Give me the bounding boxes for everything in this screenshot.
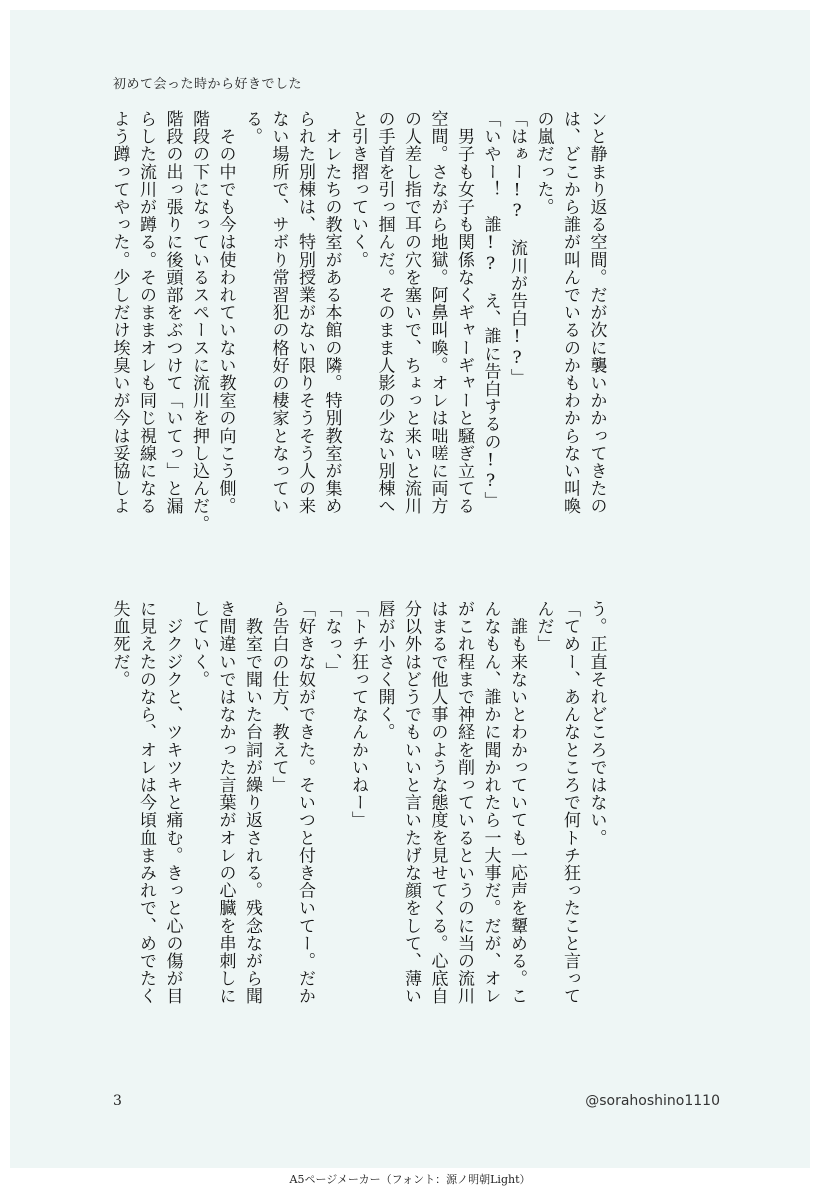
text-line: 分以外はどうでもいいと言いたげな顔をして、薄い xyxy=(401,600,421,1005)
running-title: 初めて会った時から好きでした xyxy=(113,77,303,92)
text-line: していく。 xyxy=(189,600,209,688)
text-line: 階段の下になっているスペースに流川を押し込んだ。 xyxy=(189,110,209,533)
text-line: られた別棟は、特別授業がない限りそうそう人の来 xyxy=(295,110,315,515)
text-line: ンと静まり返る空間。だが次に襲いかかってきたの xyxy=(586,110,607,515)
text-line: る。 xyxy=(242,110,262,146)
text-line: んなもん、誰かに聞かれたら一大事だ。だが、オレ xyxy=(480,600,501,1005)
text-line: オレたちの教室がある本館の隣。特別教室が集め xyxy=(321,110,342,515)
text-line: 誰も来ないとわかっていても一応声を顰める。こ xyxy=(507,600,527,1005)
text-line: んだ」 xyxy=(533,600,554,653)
text-line: の手首を引っ掴んだ。そのまま人影の少ない別棟へ xyxy=(374,110,395,515)
text-line: 「はぁー!? 流川が告白!?」 xyxy=(507,110,527,386)
text-line: 唇が小さく開く。 xyxy=(374,600,395,741)
text-line: 失血死だ。 xyxy=(109,600,130,688)
text-line: らした流川が蹲る。そのままオレも同じ視線になる xyxy=(136,110,156,515)
text-line: 教室で聞いた台詞が繰り返される。残念ながら聞 xyxy=(242,600,262,1005)
text-line: ジクジクと、ツキツキと痛む。きっと心の傷が目 xyxy=(162,600,183,1005)
text-line: ら告白の仕方、教えて」 xyxy=(268,600,289,794)
text-line: 「いやー！ 誰!? え、誰に告白するの!?」 xyxy=(480,110,501,510)
text-line: と引き摺っていく。 xyxy=(348,110,368,269)
author-handle: @sorahoshino1110 xyxy=(585,1093,720,1109)
text-line: がこれ程まで神経を削っているというのに当の流川 xyxy=(454,600,474,1005)
text-line: 「てめー、あんなところで何トチ狂ったこと言って xyxy=(560,600,580,1005)
body-text-bottom xyxy=(106,600,610,1060)
text-column-bottom xyxy=(106,600,726,1060)
text-line: はまるで他人事のような態度を見せてくる。心底自 xyxy=(427,600,448,1005)
manuscript-page xyxy=(10,10,810,1168)
text-line: 空間。さながら地獄。阿鼻叫喚。オレは咄嗟に両方 xyxy=(427,110,448,515)
text-line: 「好きな奴ができた。そいつと付き合いてー。だか xyxy=(295,600,315,1005)
text-line: 「なっ、」 xyxy=(321,600,342,680)
text-line: その中でも今は使われていない教室の向こう側。 xyxy=(215,110,236,515)
text-line: 男子も女子も関係なくギャーギャーと騒ぎ立てる xyxy=(454,110,474,515)
text-line: ない場所で、サボり常習犯の格好の棲家となってい xyxy=(268,110,289,515)
text-line: き間違いではなかった言葉がオレの心臓を串刺しに xyxy=(215,600,236,1005)
body-text-top xyxy=(106,110,610,570)
text-line: は、どこから誰が叫んでいるのかもわからない叫喚 xyxy=(560,110,580,515)
text-line: の人差し指で耳の穴を塞いで、ちょっと来いと流川 xyxy=(401,110,421,515)
text-column-top xyxy=(106,110,726,570)
text-line: 「トチ狂ってなんかいねー」 xyxy=(348,600,368,829)
text-line: 階段の出っ張りに後頭部をぶつけて「いてっ」と漏 xyxy=(162,110,183,515)
text-line: の嵐だった。 xyxy=(533,110,554,216)
footer-credit: A5ページメーカー（フォント：源ノ明朝Light） xyxy=(289,1173,531,1186)
text-line: よう蹲ってやった。少しだけ埃臭いが今は妥協しよ xyxy=(109,110,130,515)
text-line: に見えたのなら、オレは今頃血まみれで、めでたく xyxy=(136,600,156,1005)
page-number: 3 xyxy=(113,1093,122,1109)
text-line: う。正直それどころではない。 xyxy=(586,600,607,847)
